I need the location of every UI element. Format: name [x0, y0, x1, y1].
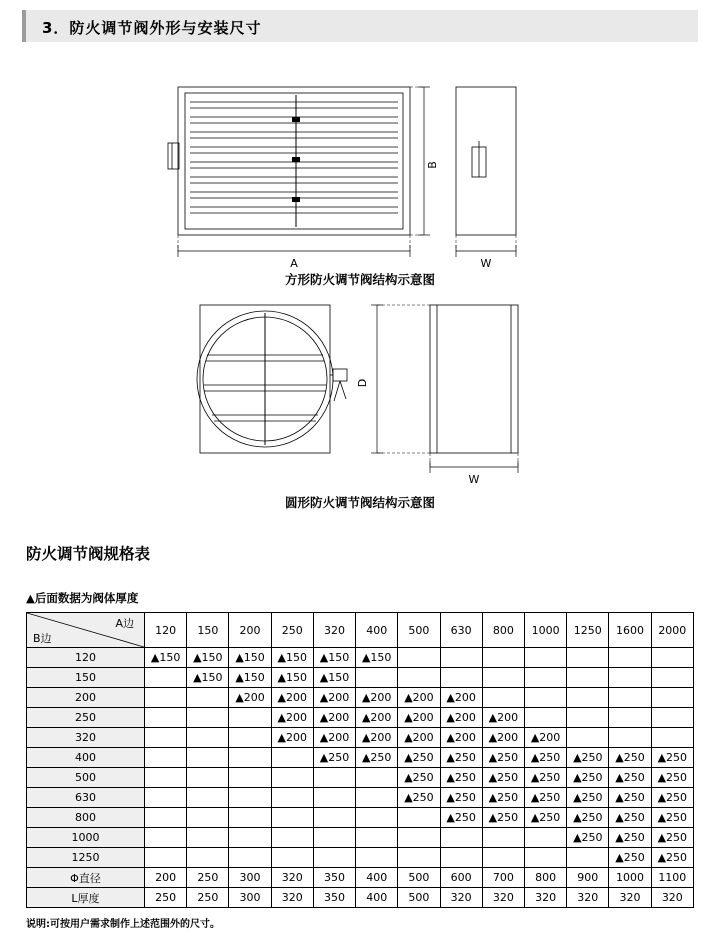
table-cell [398, 668, 440, 688]
table-cell: ▲250 [313, 748, 355, 768]
table-row-header: 320 [27, 728, 145, 748]
table-cell [567, 648, 609, 668]
table-col-header: 500 [398, 613, 440, 648]
figure-caption-square: 方形防火调节阀结构示意图 [284, 272, 435, 287]
table-row-header: 630 [27, 788, 145, 808]
table-cell [229, 788, 271, 808]
table-cell [356, 828, 398, 848]
table-cell [145, 688, 187, 708]
table-cell [271, 768, 313, 788]
table-cell [482, 828, 524, 848]
table-cell: ▲200 [398, 728, 440, 748]
table-cell: ▲200 [313, 688, 355, 708]
label-D: D [356, 378, 369, 388]
table-summary-cell: 700 [482, 868, 524, 888]
table-cell [651, 668, 693, 688]
table-cell: ▲250 [609, 768, 651, 788]
table-summary-cell: 400 [356, 888, 398, 908]
table-summary-cell: 320 [482, 888, 524, 908]
table-row [27, 688, 694, 708]
table-cell [145, 668, 187, 688]
table-cell [229, 848, 271, 868]
table-cell [145, 728, 187, 748]
table-row-header: 150 [27, 668, 145, 688]
table-cell: ▲200 [440, 708, 482, 728]
table-cell: ▲150 [187, 648, 229, 668]
table-cell: ▲200 [524, 728, 566, 748]
table-col-header: 400 [356, 613, 398, 648]
table-cell [567, 708, 609, 728]
table-cell [567, 848, 609, 868]
table-row [27, 828, 694, 848]
table-summary-cell: 600 [440, 868, 482, 888]
table-cell [651, 708, 693, 728]
table-cell [567, 668, 609, 688]
table-cell [524, 668, 566, 688]
table-summary-row [27, 888, 694, 908]
table-cell: ▲250 [440, 788, 482, 808]
table-cell [609, 708, 651, 728]
table-cell: ▲250 [482, 808, 524, 828]
table-cell [609, 688, 651, 708]
table-col-header: 800 [482, 613, 524, 648]
table-cell [187, 768, 229, 788]
table-row [27, 668, 694, 688]
table-cell: ▲250 [651, 788, 693, 808]
spec-table-note: ▲后面数据为阀体厚度 [26, 591, 139, 605]
table-cell: ▲250 [482, 788, 524, 808]
table-cell [651, 688, 693, 708]
table-summary-cell: 500 [398, 868, 440, 888]
table-cell: ▲200 [398, 708, 440, 728]
label-B: B [426, 161, 439, 169]
table-cell [482, 648, 524, 668]
table-cell [187, 708, 229, 728]
table-cell [356, 768, 398, 788]
table-cell: ▲200 [398, 688, 440, 708]
table-summary-cell: 1100 [651, 868, 693, 888]
table-header-row [27, 613, 694, 648]
table-cell: ▲150 [271, 668, 313, 688]
table-col-header: 320 [313, 613, 355, 648]
table-summary-cell: 320 [651, 888, 693, 908]
table-cell [187, 728, 229, 748]
table-cell: ▲250 [440, 808, 482, 828]
table-row-header: 120 [27, 648, 145, 668]
table-summary-row [27, 868, 694, 888]
table-row [27, 728, 694, 748]
table-summary-cell: 350 [313, 868, 355, 888]
table-cell: ▲250 [567, 748, 609, 768]
table-cell [524, 648, 566, 668]
table-cell: ▲150 [229, 648, 271, 668]
drawings-area [0, 55, 720, 525]
table-summary-cell: 300 [229, 888, 271, 908]
label-A: A [290, 257, 298, 270]
table-cell: ▲150 [145, 648, 187, 668]
table-cell: ▲250 [609, 748, 651, 768]
table-summary-cell: 300 [229, 868, 271, 888]
table-summary-cell: 400 [356, 868, 398, 888]
table-cell [524, 688, 566, 708]
table-cell [440, 648, 482, 668]
table-cell: ▲250 [482, 748, 524, 768]
table-cell [187, 848, 229, 868]
table-cell: ▲250 [609, 828, 651, 848]
table-cell: ▲250 [651, 848, 693, 868]
table-cell: ▲250 [609, 808, 651, 828]
table-cell: ▲250 [651, 768, 693, 788]
table-summary-cell: 320 [271, 868, 313, 888]
table-cell [313, 848, 355, 868]
table-cell [398, 828, 440, 848]
table-cell [229, 728, 271, 748]
table-cell: ▲150 [187, 668, 229, 688]
table-cell [187, 688, 229, 708]
table-cell: ▲200 [271, 728, 313, 748]
table-col-header: 1600 [609, 613, 651, 648]
table-cell: ▲250 [482, 768, 524, 788]
table-cell: ▲200 [313, 728, 355, 748]
table-cell: ▲250 [567, 828, 609, 848]
table-cell: ▲200 [482, 708, 524, 728]
table-cell [651, 648, 693, 668]
table-col-header: 120 [145, 613, 187, 648]
table-cell: ▲150 [271, 648, 313, 668]
table-cell: ▲250 [440, 768, 482, 788]
table-cell: ▲150 [313, 648, 355, 668]
table-cell [524, 828, 566, 848]
table-cell: ▲250 [398, 788, 440, 808]
table-cell [356, 848, 398, 868]
table-cell [229, 808, 271, 828]
table-cell: ▲250 [356, 748, 398, 768]
table-col-header: 150 [187, 613, 229, 648]
table-col-header: 2000 [651, 613, 693, 648]
table-corner-cell [27, 613, 145, 648]
section-heading-bar [22, 10, 698, 42]
table-cell: ▲200 [313, 708, 355, 728]
table-cell: ▲200 [440, 728, 482, 748]
table-cell [482, 688, 524, 708]
table-cell [356, 668, 398, 688]
table-cell [145, 828, 187, 848]
table-cell [567, 728, 609, 748]
table-cell: ▲200 [356, 688, 398, 708]
table-cell: ▲250 [567, 788, 609, 808]
table-row [27, 748, 694, 768]
table-cell [271, 808, 313, 828]
table-cell [271, 848, 313, 868]
table-cell: ▲250 [567, 768, 609, 788]
table-cell [609, 728, 651, 748]
table-cell: ▲200 [356, 708, 398, 728]
table-cell [187, 808, 229, 828]
table-row-header: 200 [27, 688, 145, 708]
table-cell [145, 808, 187, 828]
table-cell [609, 648, 651, 668]
table-cell: ▲250 [609, 848, 651, 868]
table-cell: ▲250 [524, 808, 566, 828]
table-summary-cell: 250 [187, 888, 229, 908]
table-summary-cell: 320 [524, 888, 566, 908]
table-summary-cell: 320 [609, 888, 651, 908]
table-cell: ▲150 [356, 648, 398, 668]
table-summary-cell: 320 [440, 888, 482, 908]
table-row-header: 1250 [27, 848, 145, 868]
table-cell [145, 848, 187, 868]
table-row-header: 500 [27, 768, 145, 788]
table-cell: ▲250 [440, 748, 482, 768]
table-cell: ▲250 [524, 748, 566, 768]
table-summary-cell: 200 [145, 868, 187, 888]
table-cell [398, 848, 440, 868]
table-cell [524, 708, 566, 728]
table-col-header: 200 [229, 613, 271, 648]
table-row-header: 800 [27, 808, 145, 828]
table-cell: ▲150 [229, 668, 271, 688]
table-row [27, 808, 694, 828]
table-cell [398, 808, 440, 828]
corner-row-label: B边 [33, 632, 52, 645]
table-cell [524, 848, 566, 868]
table-cell [651, 728, 693, 748]
table-cell: ▲250 [398, 768, 440, 788]
table-col-header: 250 [271, 613, 313, 648]
table-cell [398, 648, 440, 668]
table-col-header: 1250 [567, 613, 609, 648]
table-cell [229, 828, 271, 848]
label-W-square: W [480, 257, 492, 270]
table-cell [567, 688, 609, 708]
table-cell [145, 768, 187, 788]
table-cell [229, 708, 271, 728]
table-cell [313, 808, 355, 828]
table-cell [145, 748, 187, 768]
table-cell [482, 668, 524, 688]
table-cell: ▲200 [271, 708, 313, 728]
table-cell [482, 848, 524, 868]
table-summary-cell: 900 [567, 868, 609, 888]
table-cell [271, 788, 313, 808]
table-cell [440, 668, 482, 688]
table-cell [145, 788, 187, 808]
table-cell [187, 828, 229, 848]
table-row [27, 708, 694, 728]
table-cell: ▲150 [313, 668, 355, 688]
table-cell: ▲200 [440, 688, 482, 708]
table-cell: ▲200 [271, 688, 313, 708]
section-heading-text: 3．防火调节阀外形与安装尺寸 [42, 19, 262, 37]
table-cell [271, 748, 313, 768]
table-summary-cell: 320 [271, 888, 313, 908]
table-cell: ▲250 [524, 788, 566, 808]
table-cell [271, 828, 313, 848]
table-cell: ▲250 [567, 808, 609, 828]
table-row [27, 768, 694, 788]
spec-table-title: 防火调节阀规格表 [26, 545, 151, 563]
table-cell [356, 808, 398, 828]
table-col-header: 1000 [524, 613, 566, 648]
table-cell [440, 848, 482, 868]
table-row [27, 648, 694, 668]
table-cell [145, 708, 187, 728]
table-cell [313, 788, 355, 808]
table-cell [313, 828, 355, 848]
table-cell: ▲200 [229, 688, 271, 708]
technical-drawings-svg [0, 55, 720, 525]
table-col-header: 630 [440, 613, 482, 648]
corner-col-label: A边 [115, 617, 134, 630]
table-summary-cell: 1000 [609, 868, 651, 888]
table-summary-cell: 500 [398, 888, 440, 908]
table-row-header: 1000 [27, 828, 145, 848]
table-summary-cell: 250 [187, 868, 229, 888]
table-summary-cell: 800 [524, 868, 566, 888]
table-summary-row-header: L厚度 [27, 888, 145, 908]
table-cell [440, 828, 482, 848]
table-footnote: 说明:可按用户需求制作上述范围外的尺寸。 [26, 919, 220, 930]
table-cell: ▲200 [356, 728, 398, 748]
table-cell: ▲250 [651, 828, 693, 848]
table-cell [356, 788, 398, 808]
table-cell: ▲250 [398, 748, 440, 768]
table-summary-cell: 250 [145, 888, 187, 908]
table-row [27, 788, 694, 808]
table-cell: ▲250 [651, 808, 693, 828]
table-cell [229, 768, 271, 788]
table-row-header: 400 [27, 748, 145, 768]
table-cell: ▲250 [524, 768, 566, 788]
table-cell [313, 768, 355, 788]
table-row-header: 250 [27, 708, 145, 728]
spec-table [26, 612, 694, 908]
figure-caption-round: 圆形防火调节阀结构示意图 [284, 495, 435, 510]
table-row [27, 848, 694, 868]
table-cell: ▲200 [482, 728, 524, 748]
table-summary-cell: 350 [313, 888, 355, 908]
label-W-round: W [468, 473, 480, 486]
table-cell: ▲250 [651, 748, 693, 768]
table-cell [187, 748, 229, 768]
table-summary-row-header: Φ直径 [27, 868, 145, 888]
table-summary-cell: 320 [567, 888, 609, 908]
table-cell: ▲250 [609, 788, 651, 808]
table-cell [187, 788, 229, 808]
table-cell [609, 668, 651, 688]
table-cell [229, 748, 271, 768]
